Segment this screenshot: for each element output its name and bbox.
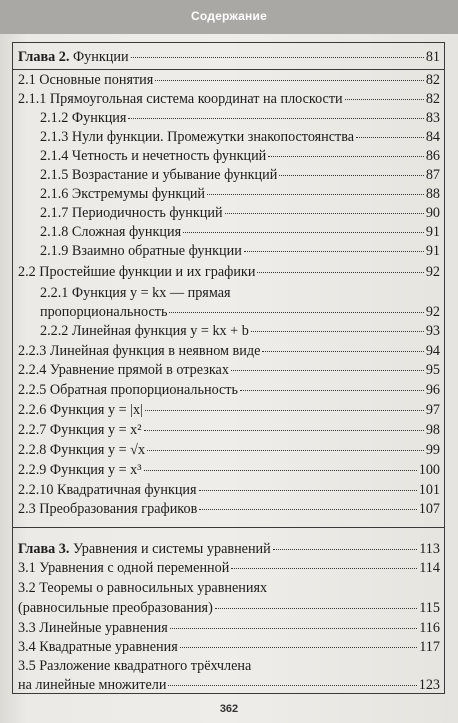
entry-title: 2.2.10 Квадратичная функция xyxy=(18,482,197,498)
toc-entry-2-2-5[interactable] xyxy=(18,381,440,399)
page-number: 123 xyxy=(418,677,440,693)
dot-leader xyxy=(155,80,424,81)
entry-title: 2.1.3 Нули функции. Промежутки знакопостоянства xyxy=(40,129,355,145)
page-number: 91 xyxy=(425,224,440,240)
toc-entry-2-2-10[interactable] xyxy=(18,481,440,499)
dot-leader xyxy=(268,156,424,157)
toc-entry-2-2-8[interactable] xyxy=(18,441,440,459)
toc-entry-2-1-3[interactable] xyxy=(40,128,440,146)
dot-leader xyxy=(183,232,424,233)
toc-entry-2-2[interactable] xyxy=(18,263,440,281)
page-number: 116 xyxy=(419,620,440,636)
toc-entry-2-2-1-line1[interactable]: 2.2.1 Функция y = kx — прямая xyxy=(40,285,231,301)
toc-entry-2-2-4[interactable] xyxy=(18,361,440,379)
entry-title: 2.2.2 Линейная функция y = kx + b xyxy=(40,323,249,339)
dot-leader xyxy=(145,410,424,411)
entry-title: 3.4 Квадратные уравнения xyxy=(18,639,178,655)
toc-entry-2-2-1[interactable] xyxy=(40,303,440,321)
toc-entry-3-2[interactable] xyxy=(18,599,440,617)
entry-title: 2.2.8 Функция y = √x xyxy=(18,442,146,458)
page-number: 87 xyxy=(425,167,440,183)
entry-title: 3.1 Уравнения с одной переменной xyxy=(18,560,230,576)
entry-title: 3.3 Линейные уравнения xyxy=(18,620,168,636)
toc-entry-2-1-7[interactable] xyxy=(40,204,440,222)
entry-title: 2.1 Основные понятия xyxy=(18,72,154,88)
entry-title: 2.1.1 Прямоугольная система координат на плоскости xyxy=(18,91,343,107)
dot-leader xyxy=(262,351,423,352)
dot-leader xyxy=(345,99,424,100)
entry-title: 2.2.4 Уравнение прямой в отрезках xyxy=(18,362,229,378)
entry-title: (равносильные преобразования) xyxy=(18,600,213,616)
page-number: 97 xyxy=(425,402,440,418)
toc-entry-3-4[interactable] xyxy=(18,638,440,656)
page-number: 107 xyxy=(418,501,440,517)
dot-leader xyxy=(215,608,417,609)
dot-leader xyxy=(169,312,423,313)
chapter-divider xyxy=(12,527,445,528)
page-number: 98 xyxy=(425,422,440,438)
top-divider xyxy=(12,69,445,70)
toc-chapter-2[interactable] xyxy=(18,48,440,66)
page-number: 93 xyxy=(425,323,440,339)
chapter-title: Функции xyxy=(69,49,129,65)
dot-leader xyxy=(199,490,417,491)
page-number: 84 xyxy=(425,129,440,145)
chapter-title: Уравнения и системы уравнений xyxy=(69,541,271,557)
entry-title: 2.2.9 Функция y = x³ xyxy=(18,462,142,478)
dot-leader xyxy=(168,685,416,686)
dot-leader xyxy=(356,137,424,138)
dot-leader xyxy=(251,331,424,332)
entry-title: пропорциональность xyxy=(40,304,168,320)
dot-leader xyxy=(144,430,424,431)
entry-title: 2.1.7 Периодичность функций xyxy=(40,205,223,221)
toc-entry-2-2-3[interactable] xyxy=(18,342,440,360)
page-header xyxy=(0,0,458,34)
page-number: 82 xyxy=(425,91,440,107)
dot-leader xyxy=(244,251,424,252)
entry-title: на линейные множители xyxy=(18,677,167,693)
page-number: 81 xyxy=(425,49,440,65)
chapter-prefix: Глава 2. xyxy=(18,49,70,65)
toc-entry-2-2-7[interactable] xyxy=(18,421,440,439)
entry-title: 2.2 Простейшие функции и их графики xyxy=(18,264,256,280)
toc-entry-3-2-line1[interactable]: 3.2 Теоремы о равносильных уравнениях xyxy=(18,580,268,596)
entry-title: 2.1.6 Экстремумы функций xyxy=(40,186,206,202)
toc-entry-2-1-8[interactable] xyxy=(40,223,440,241)
entry-title: 2.1.9 Взаимно обратные функции xyxy=(40,243,242,259)
toc-entry-2-1-4[interactable] xyxy=(40,147,440,165)
dot-leader xyxy=(273,549,418,550)
page-number: 99 xyxy=(425,442,440,458)
toc-entry-2-1-1[interactable] xyxy=(18,90,440,108)
entry-title: 2.2.3 Линейная функция в неявном виде xyxy=(18,343,261,359)
entry-title: 2.1.2 Функция xyxy=(40,110,127,126)
toc-entry-2-1-2[interactable] xyxy=(40,109,440,127)
page-number: 100 xyxy=(418,462,440,478)
dot-leader xyxy=(279,175,424,176)
entry-title: 2.1.8 Сложная функция xyxy=(40,224,182,240)
header-title: Содержание xyxy=(191,9,267,23)
toc-entry-2-1-5[interactable] xyxy=(40,166,440,184)
page-number: 101 xyxy=(418,482,440,498)
page-number: 94 xyxy=(425,343,440,359)
toc-entry-2-2-6[interactable] xyxy=(18,401,440,419)
toc-entry-2-2-2[interactable] xyxy=(40,322,440,340)
dot-leader xyxy=(257,272,423,273)
entry-title: 2.2.5 Обратная пропорциональность xyxy=(18,382,238,398)
page-number: 92 xyxy=(425,304,440,320)
page-number: 82 xyxy=(425,72,440,88)
dot-leader xyxy=(199,509,416,510)
dot-leader xyxy=(180,647,417,648)
toc-entry-3-5[interactable] xyxy=(18,676,440,694)
page-number: 96 xyxy=(425,382,440,398)
toc-entry-2-1-6[interactable] xyxy=(40,185,440,203)
entry-title: 2.2.7 Функция y = x² xyxy=(18,422,142,438)
toc-entry-3-3[interactable] xyxy=(18,619,440,637)
toc-chapter-3[interactable] xyxy=(18,540,440,558)
entry-title: 2.1.4 Четность и нечетность функций xyxy=(40,148,267,164)
page-number: 95 xyxy=(425,362,440,378)
toc-entry-2-1[interactable] xyxy=(18,71,440,89)
chapter-prefix: Глава 3. xyxy=(18,541,70,557)
toc-entry-3-1[interactable] xyxy=(18,559,440,577)
toc-entry-2-1-9[interactable] xyxy=(40,242,440,260)
dot-leader xyxy=(240,390,424,391)
page-number: 117 xyxy=(419,639,440,655)
page-number: 114 xyxy=(419,560,440,576)
page-number: 90 xyxy=(425,205,440,221)
entry-title: 2.3 Преобразования графиков xyxy=(18,501,198,517)
toc-entry-2-3[interactable] xyxy=(18,500,440,518)
page-footer-number: 362 xyxy=(219,703,239,715)
dot-leader xyxy=(144,470,417,471)
dot-leader xyxy=(147,450,424,451)
dot-leader xyxy=(128,118,423,119)
dot-leader xyxy=(207,194,424,195)
page-number: 91 xyxy=(425,243,440,259)
page-number: 92 xyxy=(425,264,440,280)
page-number: 115 xyxy=(419,600,440,616)
dot-leader xyxy=(225,213,424,214)
dot-leader xyxy=(131,57,424,58)
toc-entry-2-2-9[interactable] xyxy=(18,461,440,479)
page-number: 83 xyxy=(425,110,440,126)
page-number: 113 xyxy=(419,541,440,557)
dot-leader xyxy=(231,370,424,371)
page-number: 88 xyxy=(425,186,440,202)
entry-title: 2.1.5 Возрастание и убывание функций xyxy=(40,167,278,183)
dot-leader xyxy=(170,628,418,629)
toc-entry-3-5-line1[interactable]: 3.5 Разложение квадратного трёхчлена xyxy=(18,658,252,674)
entry-title: 2.2.6 Функция y = |x| xyxy=(18,402,143,418)
page-number: 86 xyxy=(425,148,440,164)
dot-leader xyxy=(231,568,417,569)
